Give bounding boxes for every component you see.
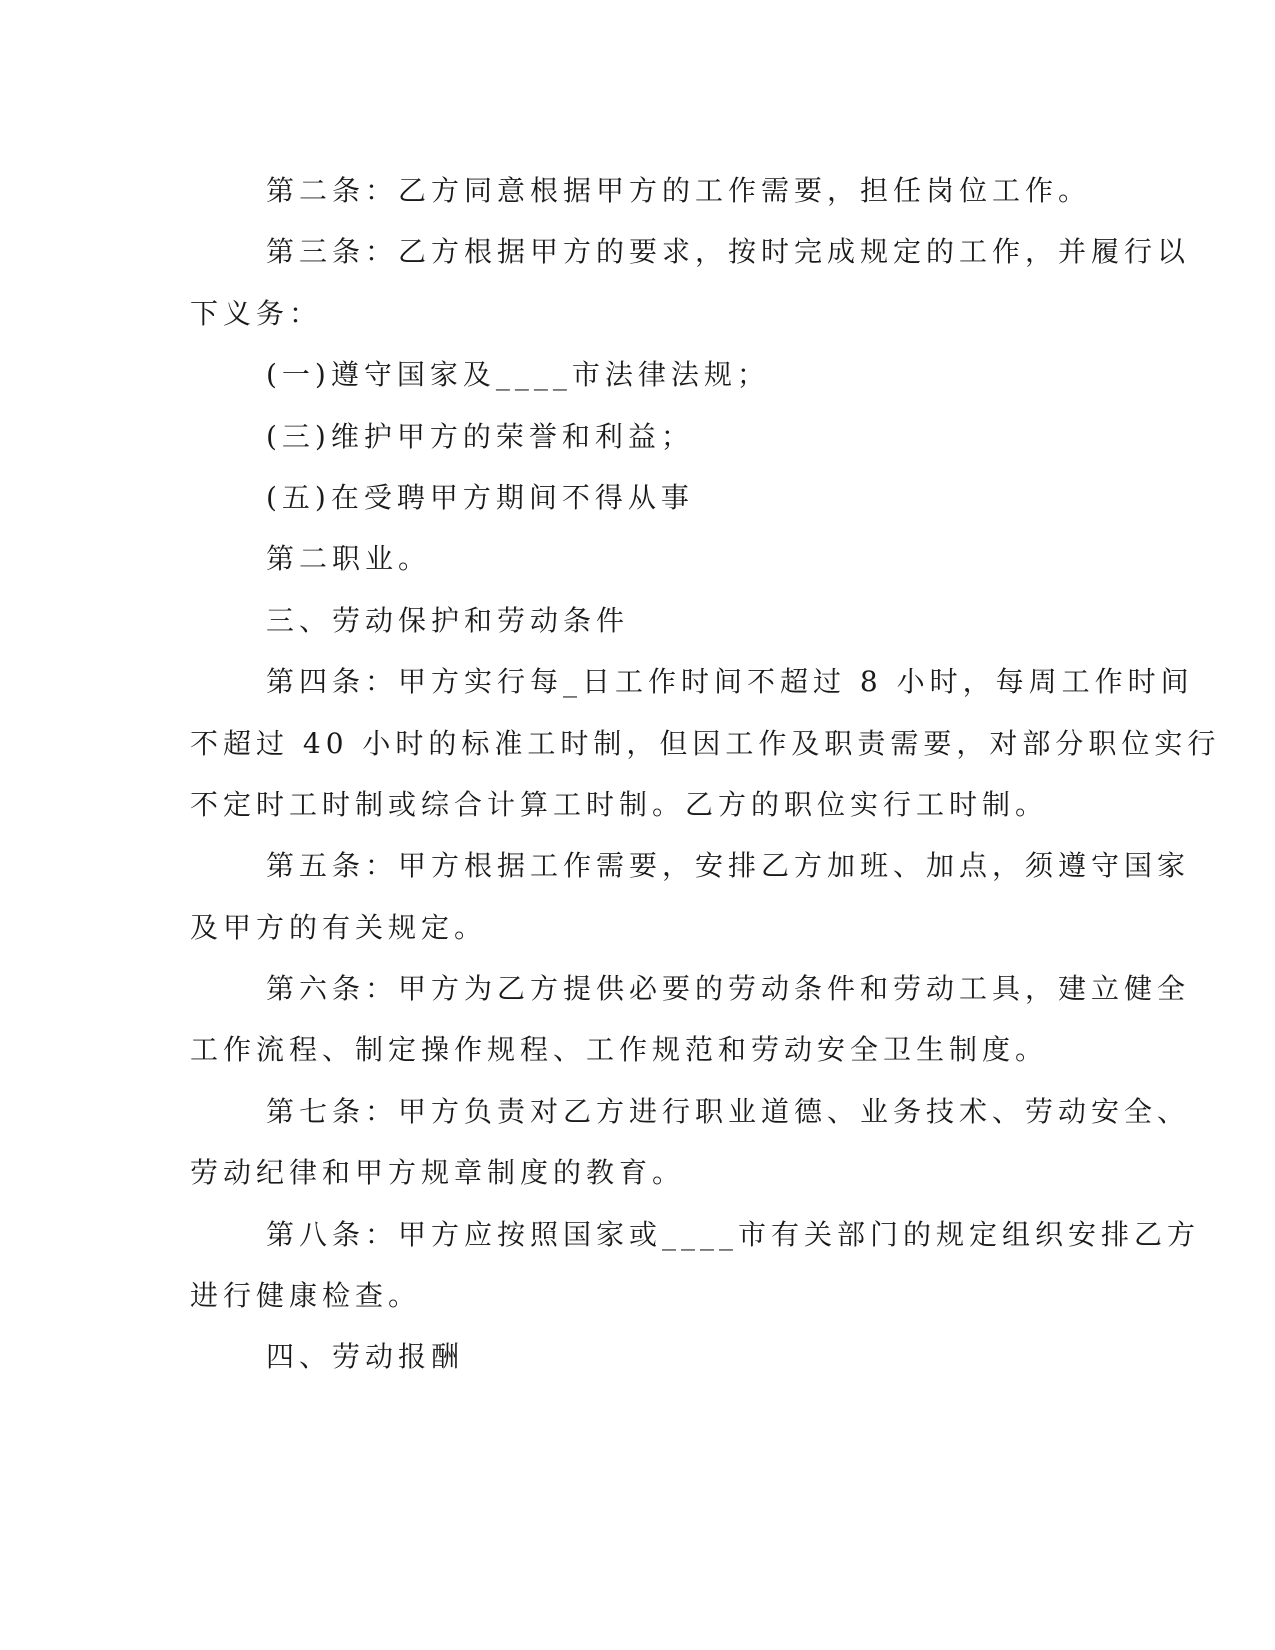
text-line: 第七条：甲方负责对乙方进行职业道德、业务技术、劳动安全、: [266, 1094, 1191, 1128]
text-line: 工作流程、制定操作规程、工作规范和劳动安全卫生制度。: [190, 1033, 1049, 1067]
text-line: 第四条：甲方实行每_日工作时间不超过 8 小时，每周工作时间: [266, 665, 1194, 699]
text-line: 劳动纪律和甲方规章制度的教育。: [190, 1156, 686, 1190]
text-line: 下义务：: [190, 296, 323, 330]
document-body: [190, 160, 1221, 1388]
text-line: 不定时工时制或综合计算工时制。乙方的职位实行工时制。: [190, 787, 1049, 821]
text-line: 及甲方的有关规定。: [190, 910, 488, 944]
text-line: 不超过 40 小时的标准工时制，但因工作及职责需要，对部分职位实行: [190, 726, 1221, 760]
section-heading: 四、劳动报酬: [266, 1340, 465, 1374]
text-line: 第二条：乙方同意根据甲方的工作需要，担任岗位工作。: [266, 174, 1092, 207]
text-line: 第五条：甲方根据工作需要，安排乙方加班、加点，须遵守国家: [266, 849, 1191, 883]
text-line: (三)维护甲方的荣誉和利益；: [266, 419, 694, 453]
text-line: 第六条：甲方为乙方提供必要的劳动条件和劳动工具，建立健全: [266, 972, 1191, 1006]
text-line: 第二职业。: [266, 542, 432, 576]
section-heading: 三、劳动保护和劳动条件: [266, 603, 630, 637]
text-line: 进行健康检查。: [190, 1279, 422, 1313]
text-line: (五)在受聘甲方期间不得从事: [266, 480, 694, 514]
text-line: (一)遵守国家及____市法律法规；: [266, 358, 770, 392]
text-line: 第三条：乙方根据甲方的要求，按时完成规定的工作，并履行以: [266, 235, 1191, 269]
text-line: 第八条：甲方应按照国家或____市有关部门的规定组织安排乙方: [266, 1217, 1201, 1251]
